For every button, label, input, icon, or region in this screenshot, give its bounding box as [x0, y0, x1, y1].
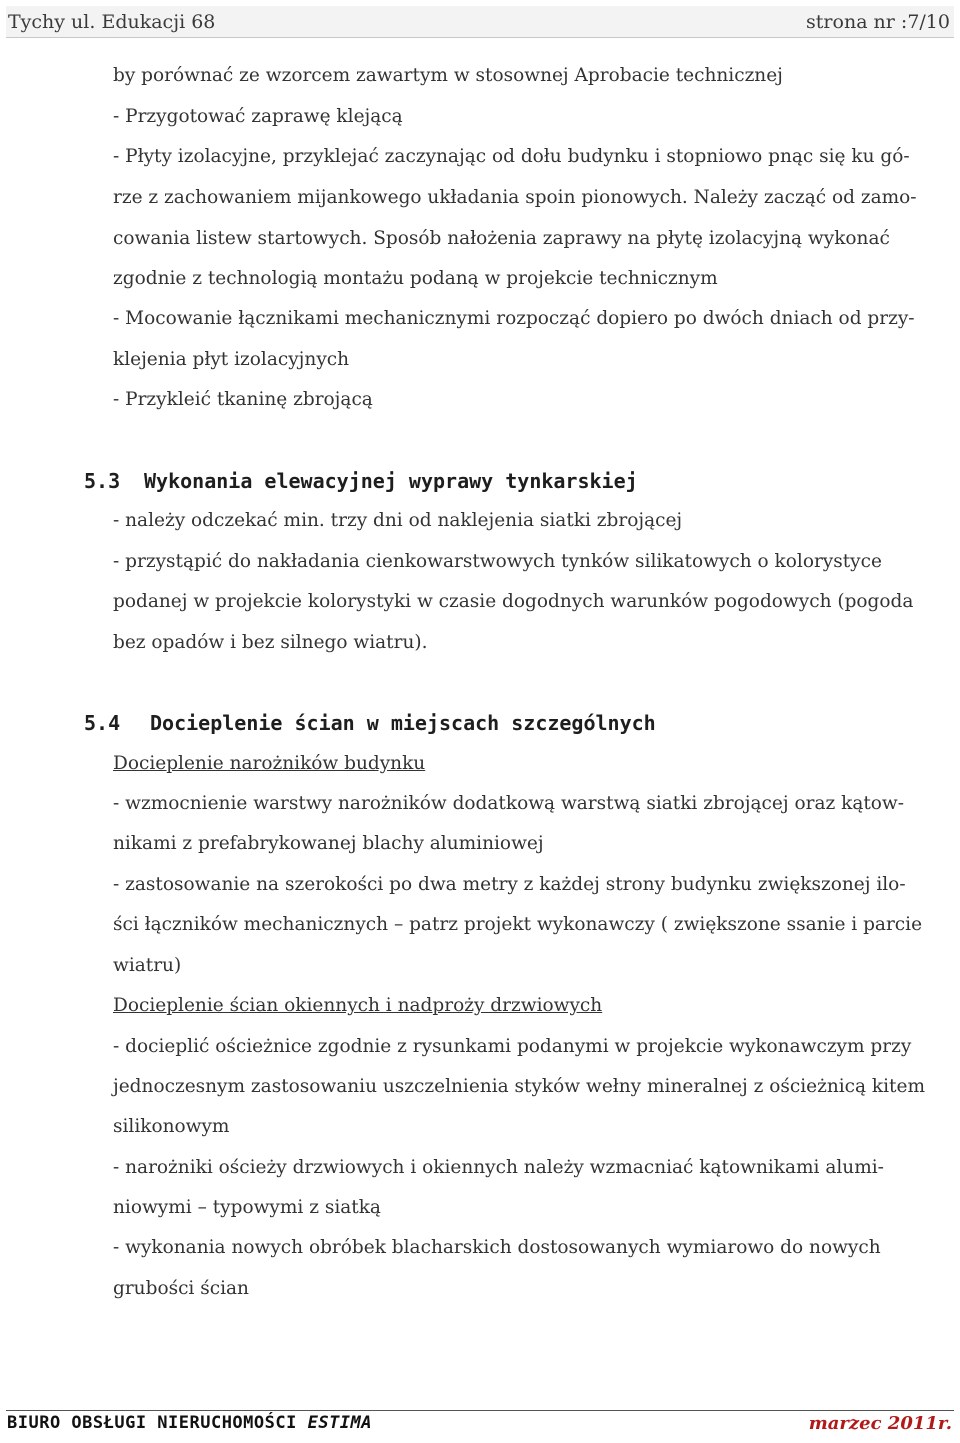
- text-line: - Przygotować zaprawę klejącą: [113, 106, 403, 127]
- section-heading-5-3: [84, 467, 638, 495]
- subsection-title-corners: Docieplenie narożników budynku: [113, 753, 426, 774]
- footer-company-brand: ESTIMA: [307, 1413, 373, 1433]
- text-line: - narożniki ościeży drzwiowych i okiennych należy wzmacniać kątownikami alumi-: [113, 1157, 884, 1178]
- text-line: klejenia płyt izolacyjnych: [113, 349, 350, 370]
- footer-company: [7, 1413, 372, 1433]
- header-page-number: strona nr :7/10: [806, 11, 950, 33]
- text-line: zgodnie z technologią montażu podaną w projekcie technicznym: [113, 268, 718, 289]
- section-number: 5.4: [84, 711, 121, 735]
- text-line: rze z zachowaniem mijankowego układania spoin pionowych. Należy zacząć od zamo-: [113, 187, 917, 208]
- text-line: jednoczesnym zastosowaniu uszczelnienia styków wełny mineralnej z ościeżnicą kitem: [113, 1076, 925, 1097]
- text-line: - docieplić ościeżnice zgodnie z rysunkami podanymi w projekcie wykonawczym przy: [113, 1036, 912, 1057]
- text-line: - wzmocnienie warstwy narożników dodatkową warstwą siatki zbrojącej oraz kątow-: [113, 793, 905, 814]
- footer-company-name: BIURO OBSŁUGI NIERUCHOMOŚCI: [7, 1413, 297, 1433]
- text-line: podanej w projekcie kolorystyki w czasie dogodnych warunków pogodowych (pogoda: [113, 591, 914, 612]
- section-title: Wykonania elewacyjnej wyprawy tynkarskiej: [144, 469, 638, 493]
- text-line: by porównać ze wzorcem zawartym w stosownej Aprobacie technicznej: [113, 65, 783, 86]
- text-line: silikonowym: [113, 1116, 230, 1137]
- text-line: - zastosowanie na szerokości po dwa metry z każdej strony budynku zwiększonej ilo-: [113, 874, 906, 895]
- page-footer: [6, 1410, 954, 1437]
- text-line: cowania listew startowych. Sposób nałożenia zaprawy na płytę izolacyjną wykonać: [113, 228, 890, 249]
- text-line: wiatru): [113, 955, 182, 976]
- text-line: - Płyty izolacyjne, przyklejać zaczynając od dołu budynku i stopniowo pnąc się ku gó-: [113, 146, 910, 167]
- footer-date: marzec 2011r.: [808, 1413, 952, 1434]
- section-heading-5-4: [84, 709, 656, 737]
- subsection-title-window-walls: Docieplenie ścian okiennych i nadproży drzwiowych: [113, 995, 603, 1016]
- header-address: Tychy ul. Edukacji 68: [8, 11, 216, 33]
- text-line: nikami z prefabrykowanej blachy aluminiowej: [113, 833, 544, 854]
- text-line: niowymi – typowymi z siatką: [113, 1197, 381, 1218]
- text-line: grubości ścian: [113, 1278, 249, 1299]
- text-line: - Przykleić tkaninę zbrojącą: [113, 389, 373, 410]
- page-header: [6, 6, 954, 38]
- text-line: ści łączników mechanicznych – patrz projekt wykonawczy ( zwiększone ssanie i parcie: [113, 914, 923, 935]
- text-line: bez opadów i bez silnego wiatru).: [113, 632, 428, 653]
- text-line: - wykonania nowych obróbek blacharskich dostosowanych wymiarowo do nowych: [113, 1237, 881, 1258]
- text-line: - Mocowanie łącznikami mechanicznymi rozpocząć dopiero po dwóch dniach od przy-: [113, 308, 915, 329]
- text-line: - należy odczekać min. trzy dni od naklejenia siatki zbrojącej: [113, 510, 683, 531]
- section-title: Docieplenie ścian w miejscach szczególnych: [150, 711, 656, 735]
- section-number: 5.3: [84, 469, 121, 493]
- text-line: - przystąpić do nakładania cienkowarstwowych tynków silikatowych o kolorystyce: [113, 551, 882, 572]
